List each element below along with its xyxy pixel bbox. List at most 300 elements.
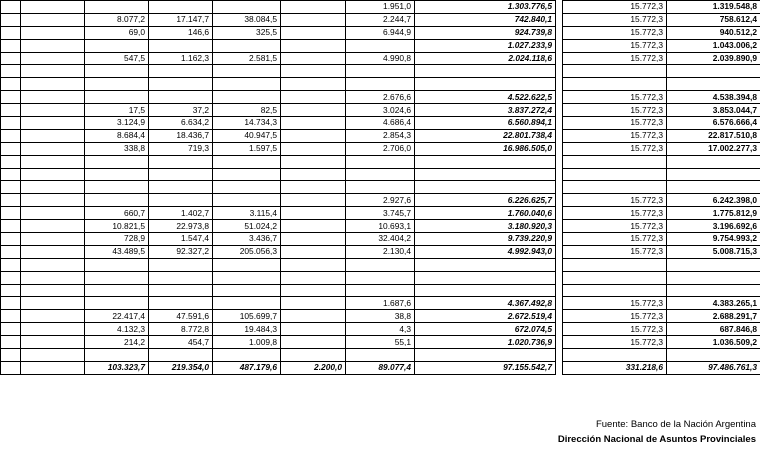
table-cell: 2.676,6 — [346, 91, 415, 104]
table-row — [1, 207, 556, 220]
table-cell — [667, 78, 760, 91]
table-cell — [21, 155, 85, 168]
table-cell — [85, 284, 149, 297]
table-cell — [149, 194, 213, 207]
table-cell: 1.597,5 — [213, 142, 281, 155]
table-cell: 214,2 — [85, 336, 149, 349]
table-cell: 3.124,9 — [85, 117, 149, 130]
table-cell: 40.947,5 — [213, 129, 281, 142]
table-cell: 97.155.542,7 — [415, 361, 556, 374]
table-cell — [346, 155, 415, 168]
table-cell: 15.772,3 — [563, 52, 667, 65]
table-cell: 6.576.666,4 — [667, 117, 760, 130]
table-cell: 15.772,3 — [563, 207, 667, 220]
table-cell: 14.734,3 — [213, 117, 281, 130]
table-cell — [213, 284, 281, 297]
table-cell — [149, 65, 213, 78]
table-cell — [281, 258, 346, 271]
table-row — [563, 168, 760, 181]
table-cell: 1.020.736,9 — [415, 336, 556, 349]
table-cell: 47.591,6 — [149, 310, 213, 323]
table-cell — [281, 181, 346, 194]
table-cell — [1, 181, 21, 194]
table-cell: 38,8 — [346, 310, 415, 323]
table-cell: 4.367.492,8 — [415, 297, 556, 310]
table-cell — [213, 181, 281, 194]
table-cell — [667, 271, 760, 284]
table-row — [563, 284, 760, 297]
table-cell — [563, 284, 667, 297]
table-cell: 4,3 — [346, 323, 415, 336]
table-cell — [1, 361, 21, 374]
table-cell: 3.196.692,6 — [667, 220, 760, 233]
table-cell — [21, 361, 85, 374]
table-cell — [281, 207, 346, 220]
table-cell: 16.986.505,0 — [415, 142, 556, 155]
table-cell: 1.775.812,9 — [667, 207, 760, 220]
table-row — [563, 65, 760, 78]
table-cell: 15.772,3 — [563, 104, 667, 117]
table-cell — [149, 284, 213, 297]
table-cell — [281, 65, 346, 78]
table-cell — [563, 271, 667, 284]
table-cell — [213, 91, 281, 104]
table-cell — [415, 258, 556, 271]
table-cell — [85, 39, 149, 52]
table-cell: 1.027.233,9 — [415, 39, 556, 52]
table-cell — [21, 181, 85, 194]
table-cell: 10.693,1 — [346, 220, 415, 233]
table-row — [1, 297, 556, 310]
table-cell — [21, 65, 85, 78]
table-cell: 1.402,7 — [149, 207, 213, 220]
table-cell: 105.699,7 — [213, 310, 281, 323]
table-cell: 92.327,2 — [149, 245, 213, 258]
table-row — [1, 52, 556, 65]
table-cell — [21, 349, 85, 362]
table-cell: 43.489,5 — [85, 245, 149, 258]
table-row — [1, 271, 556, 284]
table-cell — [667, 155, 760, 168]
table-cell: 2.200,0 — [281, 361, 346, 374]
table-cell: 2.688.291,7 — [667, 310, 760, 323]
table-cell — [346, 78, 415, 91]
table-cell — [85, 349, 149, 362]
table-cell — [21, 323, 85, 336]
table-cell: 2.927,6 — [346, 194, 415, 207]
table-row — [1, 26, 556, 39]
table-row — [563, 207, 760, 220]
table-cell — [21, 271, 85, 284]
table-cell — [281, 39, 346, 52]
table-cell: 15.772,3 — [563, 194, 667, 207]
table-cell: 1.951,0 — [346, 1, 415, 14]
table-cell — [85, 194, 149, 207]
table-cell — [563, 168, 667, 181]
table-cell: 1.303.776,5 — [415, 1, 556, 14]
table-cell: 1.043.006,2 — [667, 39, 760, 52]
table-cell: 6.226.625,7 — [415, 194, 556, 207]
table-cell: 1.687,6 — [346, 297, 415, 310]
table-cell: 219.354,0 — [149, 361, 213, 374]
table-cell: 2.024.118,6 — [415, 52, 556, 65]
table-cell — [213, 194, 281, 207]
table-cell: 5.008.715,3 — [667, 245, 760, 258]
table-cell — [85, 271, 149, 284]
table-cell: 97.486.761,3 — [667, 361, 760, 374]
table-cell: 9.754.993,2 — [667, 233, 760, 246]
table-cell — [85, 91, 149, 104]
table-cell — [563, 258, 667, 271]
table-cell — [1, 207, 21, 220]
table-cell — [21, 207, 85, 220]
table-cell — [1, 258, 21, 271]
table-row — [563, 1, 760, 14]
table-cell: 8.684,4 — [85, 129, 149, 142]
table-row — [1, 104, 556, 117]
table-cell: 15.772,3 — [563, 297, 667, 310]
table-row — [1, 117, 556, 130]
table-cell — [667, 284, 760, 297]
table-cell: 2.039.890,9 — [667, 52, 760, 65]
table-cell — [346, 39, 415, 52]
table-row — [1, 91, 556, 104]
table-cell: 8.077,2 — [85, 13, 149, 26]
table-cell — [415, 181, 556, 194]
table-cell — [346, 181, 415, 194]
table-row — [1, 349, 556, 362]
table-row — [1, 1, 556, 14]
table-cell: 17.147,7 — [149, 13, 213, 26]
table-cell — [667, 349, 760, 362]
table-row — [1, 336, 556, 349]
table-cell: 17,5 — [85, 104, 149, 117]
table-cell — [1, 310, 21, 323]
table-cell — [1, 194, 21, 207]
table-cell — [149, 181, 213, 194]
table-cell — [281, 336, 346, 349]
table-row — [563, 78, 760, 91]
table-cell — [1, 1, 21, 14]
table-cell — [149, 168, 213, 181]
table-cell — [346, 65, 415, 78]
table-row — [563, 220, 760, 233]
table-cell — [346, 168, 415, 181]
table-cell — [21, 168, 85, 181]
table-cell: 15.772,3 — [563, 39, 667, 52]
table-row — [1, 194, 556, 207]
table-cell: 2.706,0 — [346, 142, 415, 155]
source-note: Fuente: Banco de la Nación Argentina — [595, 419, 756, 430]
table-cell: 325,5 — [213, 26, 281, 39]
table-cell — [415, 78, 556, 91]
table-cell: 6.944,9 — [346, 26, 415, 39]
table-cell — [21, 245, 85, 258]
table-cell — [281, 91, 346, 104]
table-cell — [21, 129, 85, 142]
table-cell: 6.560.894,1 — [415, 117, 556, 130]
office-name: Dirección Nacional de Asuntos Provinciales — [557, 434, 756, 445]
table-cell — [21, 78, 85, 91]
table-cell: 146,6 — [149, 26, 213, 39]
table-cell — [1, 13, 21, 26]
table-cell — [281, 104, 346, 117]
table-cell — [415, 271, 556, 284]
table-cell — [415, 65, 556, 78]
table-row — [563, 194, 760, 207]
table-cell — [21, 104, 85, 117]
table-cell: 15.772,3 — [563, 142, 667, 155]
table-cell — [346, 271, 415, 284]
table-cell: 103.323,7 — [85, 361, 149, 374]
total-row — [563, 361, 760, 374]
table-cell — [1, 284, 21, 297]
table-cell — [1, 39, 21, 52]
table-cell — [21, 284, 85, 297]
table-cell — [85, 155, 149, 168]
table-row — [563, 233, 760, 246]
table-cell — [281, 220, 346, 233]
table-cell — [21, 220, 85, 233]
table-cell — [1, 220, 21, 233]
table-row — [1, 323, 556, 336]
table-cell: 15.772,3 — [563, 245, 667, 258]
table-cell — [281, 13, 346, 26]
table-cell — [21, 39, 85, 52]
table-row — [1, 233, 556, 246]
table-cell — [21, 91, 85, 104]
table-cell: 22.817.510,8 — [667, 129, 760, 142]
table-cell: 4.686,4 — [346, 117, 415, 130]
table-cell — [1, 349, 21, 362]
table-cell — [21, 258, 85, 271]
table-cell — [1, 168, 21, 181]
table-cell — [281, 155, 346, 168]
table-cell — [281, 1, 346, 14]
table-cell: 8.772,8 — [149, 323, 213, 336]
table-row — [1, 155, 556, 168]
table-cell: 3.436,7 — [213, 233, 281, 246]
table-row — [563, 52, 760, 65]
table-cell: 15.772,3 — [563, 26, 667, 39]
table-cell: 32.404,2 — [346, 233, 415, 246]
table-cell — [563, 349, 667, 362]
table-cell: 37,2 — [149, 104, 213, 117]
table-row — [1, 129, 556, 142]
table-cell: 487.179,6 — [213, 361, 281, 374]
table-cell — [346, 349, 415, 362]
table-cell — [281, 129, 346, 142]
table-cell — [1, 117, 21, 130]
table-cell — [1, 78, 21, 91]
table-cell: 940.512,2 — [667, 26, 760, 39]
table-cell: 6.242.398,0 — [667, 194, 760, 207]
table-cell: 2.854,3 — [346, 129, 415, 142]
table-cell: 19.484,3 — [213, 323, 281, 336]
table-cell — [21, 194, 85, 207]
table-cell: 15.772,3 — [563, 323, 667, 336]
table-cell — [85, 258, 149, 271]
table-cell: 3.115,4 — [213, 207, 281, 220]
table-cell — [281, 297, 346, 310]
table-cell: 660,7 — [85, 207, 149, 220]
table-row — [563, 271, 760, 284]
table-row — [563, 349, 760, 362]
table-cell: 55,1 — [346, 336, 415, 349]
table-cell: 2.244,7 — [346, 13, 415, 26]
table-cell — [281, 52, 346, 65]
table-row — [1, 181, 556, 194]
table-cell: 69,0 — [85, 26, 149, 39]
table-cell: 2.130,4 — [346, 245, 415, 258]
table-cell: 1.547,4 — [149, 233, 213, 246]
table-cell: 4.990,8 — [346, 52, 415, 65]
table-cell — [281, 284, 346, 297]
table-cell: 2.672.519,4 — [415, 310, 556, 323]
table-cell: 22.973,8 — [149, 220, 213, 233]
table-row — [563, 39, 760, 52]
table-cell — [1, 233, 21, 246]
table-cell — [149, 39, 213, 52]
table-cell — [1, 245, 21, 258]
table-cell — [1, 65, 21, 78]
table-cell — [667, 168, 760, 181]
table-cell — [415, 284, 556, 297]
table-cell — [21, 52, 85, 65]
table-cell: 205.056,3 — [213, 245, 281, 258]
table-cell — [1, 104, 21, 117]
table-cell — [85, 78, 149, 91]
table-cell: 38.084,5 — [213, 13, 281, 26]
table-cell: 3.853.044,7 — [667, 104, 760, 117]
table-cell: 18.436,7 — [149, 129, 213, 142]
table-cell: 15.772,3 — [563, 129, 667, 142]
table-cell — [149, 349, 213, 362]
table-cell — [563, 155, 667, 168]
table-cell: 10.821,5 — [85, 220, 149, 233]
table-cell — [415, 168, 556, 181]
table-cell: 1.319.548,8 — [667, 1, 760, 14]
table-cell: 15.772,3 — [563, 220, 667, 233]
table-row — [563, 13, 760, 26]
table-cell: 454,7 — [149, 336, 213, 349]
table-cell — [85, 1, 149, 14]
table-cell: 15.772,3 — [563, 336, 667, 349]
table-cell — [415, 155, 556, 168]
table-cell — [213, 168, 281, 181]
table-cell: 1.760.040,6 — [415, 207, 556, 220]
table-cell — [667, 65, 760, 78]
table-cell — [213, 65, 281, 78]
table-cell — [149, 91, 213, 104]
table-row — [1, 258, 556, 271]
table-cell — [1, 142, 21, 155]
table-cell — [213, 297, 281, 310]
table-cell — [281, 142, 346, 155]
table-row — [563, 245, 760, 258]
table-cell: 4.132,3 — [85, 323, 149, 336]
table-cell — [213, 258, 281, 271]
table-cell — [1, 155, 21, 168]
table-cell: 15.772,3 — [563, 13, 667, 26]
table-cell — [213, 155, 281, 168]
table-cell — [667, 181, 760, 194]
table-row — [1, 39, 556, 52]
table-cell — [415, 349, 556, 362]
table-cell: 672.074,5 — [415, 323, 556, 336]
table-cell — [1, 336, 21, 349]
table-cell: 742.840,1 — [415, 13, 556, 26]
table-cell: 728,9 — [85, 233, 149, 246]
table-cell: 2.581,5 — [213, 52, 281, 65]
table-cell — [21, 233, 85, 246]
table-cell — [667, 258, 760, 271]
table-row — [1, 245, 556, 258]
table-row — [563, 258, 760, 271]
table-cell: 547,5 — [85, 52, 149, 65]
table-row — [563, 142, 760, 155]
table-row — [563, 310, 760, 323]
table-cell: 9.739.220,9 — [415, 233, 556, 246]
table-cell — [563, 181, 667, 194]
table-row — [1, 168, 556, 181]
table-cell — [281, 245, 346, 258]
side-totals-table — [562, 0, 760, 375]
table-row — [563, 117, 760, 130]
table-cell: 15.772,3 — [563, 1, 667, 14]
table-cell — [85, 65, 149, 78]
table-cell — [85, 297, 149, 310]
table-cell: 22.801.738,4 — [415, 129, 556, 142]
table-cell — [21, 117, 85, 130]
table-cell: 719,3 — [149, 142, 213, 155]
table-row — [563, 91, 760, 104]
table-cell: 51.024,2 — [213, 220, 281, 233]
table-cell — [213, 1, 281, 14]
table-cell — [213, 271, 281, 284]
table-cell — [149, 1, 213, 14]
table-cell — [213, 349, 281, 362]
table-row — [1, 284, 556, 297]
table-cell: 15.772,3 — [563, 233, 667, 246]
table-cell: 17.002.277,3 — [667, 142, 760, 155]
table-cell: 15.772,3 — [563, 310, 667, 323]
table-cell: 4.383.265,1 — [667, 297, 760, 310]
table-cell — [213, 78, 281, 91]
table-cell — [281, 194, 346, 207]
table-cell — [213, 39, 281, 52]
table-cell — [149, 258, 213, 271]
table-cell — [346, 258, 415, 271]
table-cell: 4.522.622,5 — [415, 91, 556, 104]
table-row — [1, 310, 556, 323]
table-cell: 6.634,2 — [149, 117, 213, 130]
table-row — [1, 220, 556, 233]
table-cell: 3.837.272,4 — [415, 104, 556, 117]
table-cell — [149, 78, 213, 91]
table-cell: 15.772,3 — [563, 117, 667, 130]
table-cell — [1, 129, 21, 142]
table-cell — [281, 117, 346, 130]
table-cell — [1, 26, 21, 39]
table-row — [563, 297, 760, 310]
table-cell: 22.417,4 — [85, 310, 149, 323]
table-cell: 338,8 — [85, 142, 149, 155]
table-cell — [149, 155, 213, 168]
table-cell: 1.036.509,2 — [667, 336, 760, 349]
table-cell — [281, 310, 346, 323]
table-cell — [21, 26, 85, 39]
